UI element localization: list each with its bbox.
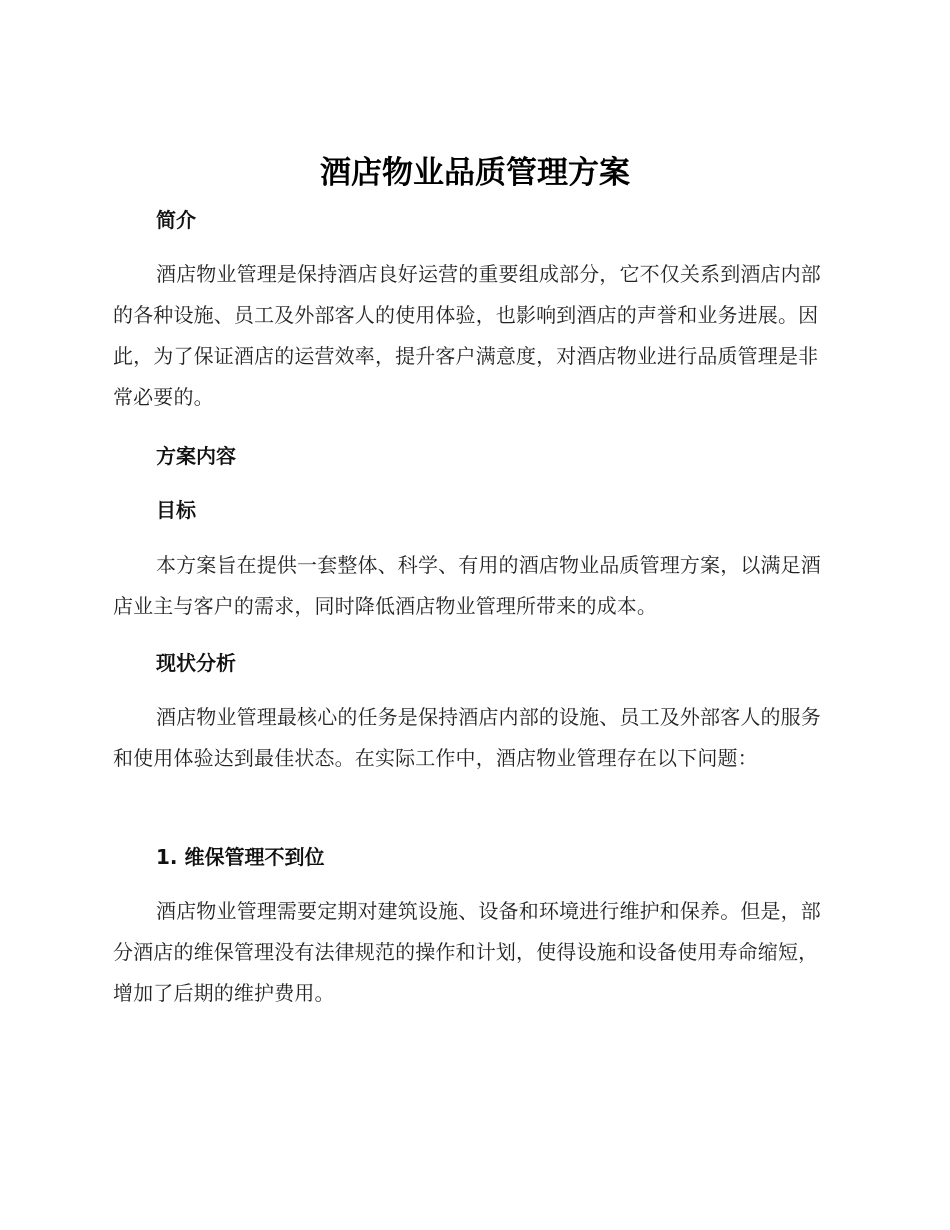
section-heading-goal: 目标 [156,498,196,522]
paragraph-intro: 酒店物业管理是保持酒店良好运营的重要组成部分，它不仅关系到酒店内部的各种设施、员工及外部客人的使用体验，也影响到酒店的声誉和业务进展。因此，为了保证酒店的运营效率，提升客户满意度，对酒店物业进行品质管理是非常必要的。 [113,262,821,409]
document-title: 酒店物业品质管理方案 [320,155,630,191]
paragraph-goal: 本方案旨在提供一套整体、科学、有用的酒店物业品质管理方案，以满足酒店业主与客户的需求，同时降低酒店物业管理所带来的成本。 [113,553,821,618]
section-heading-status: 现状分析 [156,651,236,675]
section-heading-issue-1: 1. 维保管理不到位 [156,845,325,869]
paragraph-issue-1: 酒店物业管理需要定期对建筑设施、设备和环境进行维护和保养。但是，部分酒店的维保管理没有法律规范的操作和计划，使得设施和设备使用寿命缩短，增加了后期的维护费用。 [113,899,821,1005]
section-heading-intro: 简介 [156,208,196,232]
section-heading-content: 方案内容 [156,444,236,468]
paragraph-status: 酒店物业管理最核心的任务是保持酒店内部的设施、员工及外部客人的服务和使用体验达到最佳状态。在实际工作中，酒店物业管理存在以下问题： [113,705,821,770]
